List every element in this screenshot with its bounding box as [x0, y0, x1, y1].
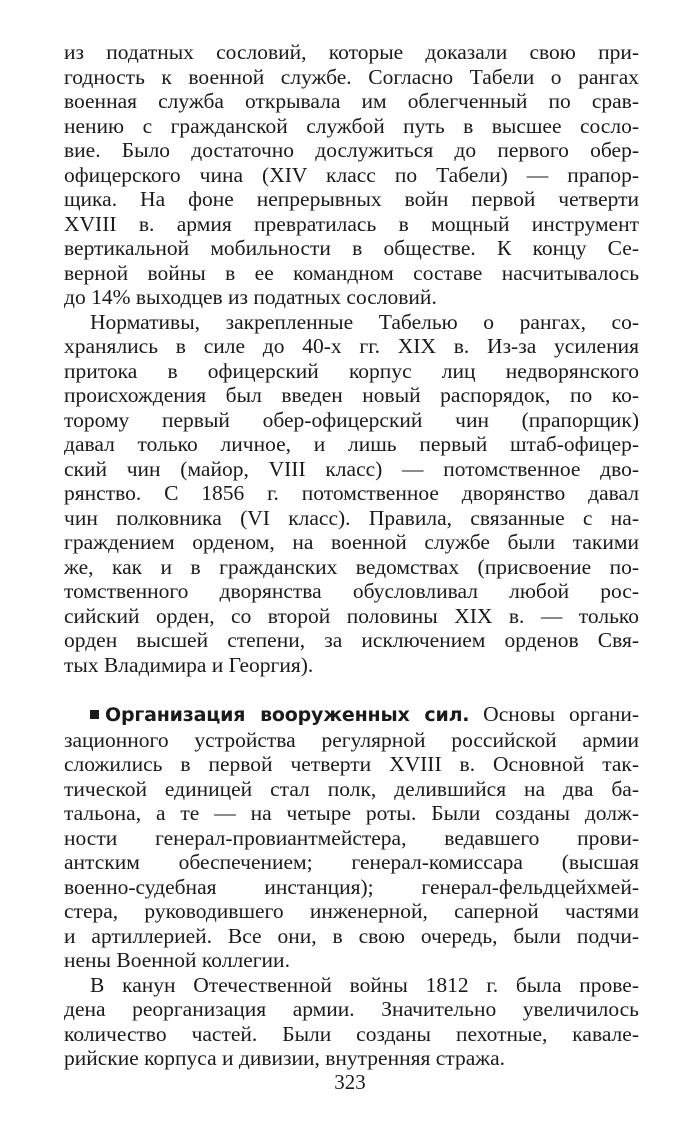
text-line: антским обеспечением; генерал-комиссара (высшая: [64, 850, 639, 874]
body-text: [64, 40, 639, 1071]
section-heading-rest: Основы органи-: [483, 702, 639, 726]
section-heading-line: [64, 702, 639, 728]
text-line: военно-судебная инстанция); генерал-фельдцейхмей-: [64, 874, 639, 899]
section-paragraph: [64, 728, 639, 973]
text-line: притока в офицерский корпус лиц недворянского: [64, 358, 639, 383]
text-line: ский чин (майор, VIII класс) — потомственное дво-: [64, 456, 639, 481]
text-line: чин полковника (VI класс). Правила, связанные с на-: [64, 505, 639, 530]
text-line: В канун Отечественной войны 1812 г. была прове-: [90, 972, 639, 997]
paragraph: [64, 973, 639, 1071]
text-line: годность к военной службе. Согласно Табели о рангах: [64, 64, 639, 89]
text-line: Нормативы, закрепленные Табелью о рангах, со-: [90, 309, 639, 334]
page: [64, 40, 639, 1071]
text-line: тической единицей стал полк, делившийся на два ба-: [64, 776, 639, 801]
page-number: 323: [334, 1070, 366, 1094]
text-line: стера, руководившего инженерной, саперной частями: [64, 899, 639, 923]
text-line: рянство. С 1856 г. потомственное дворянство давал: [64, 481, 639, 505]
text-line: же, как и в гражданских ведомствах (присвоение по-: [64, 554, 639, 579]
text-line: хранялись в силе до 40-х гг. XIX в. Из-за усиления: [64, 334, 639, 358]
text-line: томственного дворянства обусловливал любой рос-: [64, 579, 639, 603]
text-line: нены Военной коллегии.: [64, 948, 290, 972]
text-line: количество частей. Были созданы пехотные, кавале-: [64, 1021, 639, 1046]
section-gap: [64, 677, 639, 702]
text-line: XVIII в. армия превратилась в мощный инструмент: [64, 211, 639, 236]
text-line: вие. Было достаточно дослужиться до первого обер-: [64, 138, 639, 162]
text-line: орден высшей степени, за исключением орденов Свя-: [64, 628, 639, 652]
text-line: рийские корпуса и дивизии, внутренняя стража.: [64, 1046, 506, 1070]
text-line: вертикальной мобильности в обществе. К концу Се-: [64, 236, 639, 260]
text-line: щика. На фоне непрерывных войн первой четверти: [64, 187, 639, 211]
text-line: торому первый обер-офицерский чин (прапорщик): [64, 407, 639, 432]
section-heading: Организация вооруженных сил.: [105, 704, 470, 726]
text-line: тальона, а те — на четыре роты. Были созданы долж-: [64, 801, 639, 825]
text-line: зационного устройства регулярной российской армии: [64, 727, 639, 752]
text-line: верной войны в ее командном составе насчитывалось: [64, 260, 639, 285]
text-line: тых Владимира и Георгия).: [64, 652, 314, 677]
paragraph: [64, 40, 639, 310]
text-line: давал только личное, и лишь первый штаб-офицер-: [64, 432, 639, 456]
text-line: дена реорганизация армии. Значительно увеличилось: [64, 997, 639, 1021]
paragraph: [64, 310, 639, 678]
square-bullet-icon: [90, 710, 99, 719]
text-line: военная служба открывала им облегченный по срав-: [64, 89, 639, 113]
text-line: и артиллерией. Все они, в свою очередь, были подчи-: [64, 923, 639, 948]
section-organization: [64, 702, 639, 973]
text-line: сложились в первой четверти XVIII в. Основной так-: [64, 752, 639, 776]
text-line: сийский орден, со второй половины XIX в. — только: [64, 603, 639, 628]
text-line: до 14% выходцев из податных сословий.: [64, 285, 437, 309]
text-line: из податных сословий, которые доказали свою при-: [64, 40, 639, 64]
text-line: нению с гражданской службой путь в высшее сосло-: [64, 113, 639, 138]
text-line: ности генерал-провиантмейстера, ведавшего прови-: [64, 825, 639, 850]
text-line: граждением орденом, на военной службе были такими: [64, 530, 639, 554]
text-line: происхождения был введен новый распорядок, по ко-: [64, 383, 639, 407]
text-line: офицерского чина (XIV класс по Табели) — прапор-: [64, 162, 639, 187]
